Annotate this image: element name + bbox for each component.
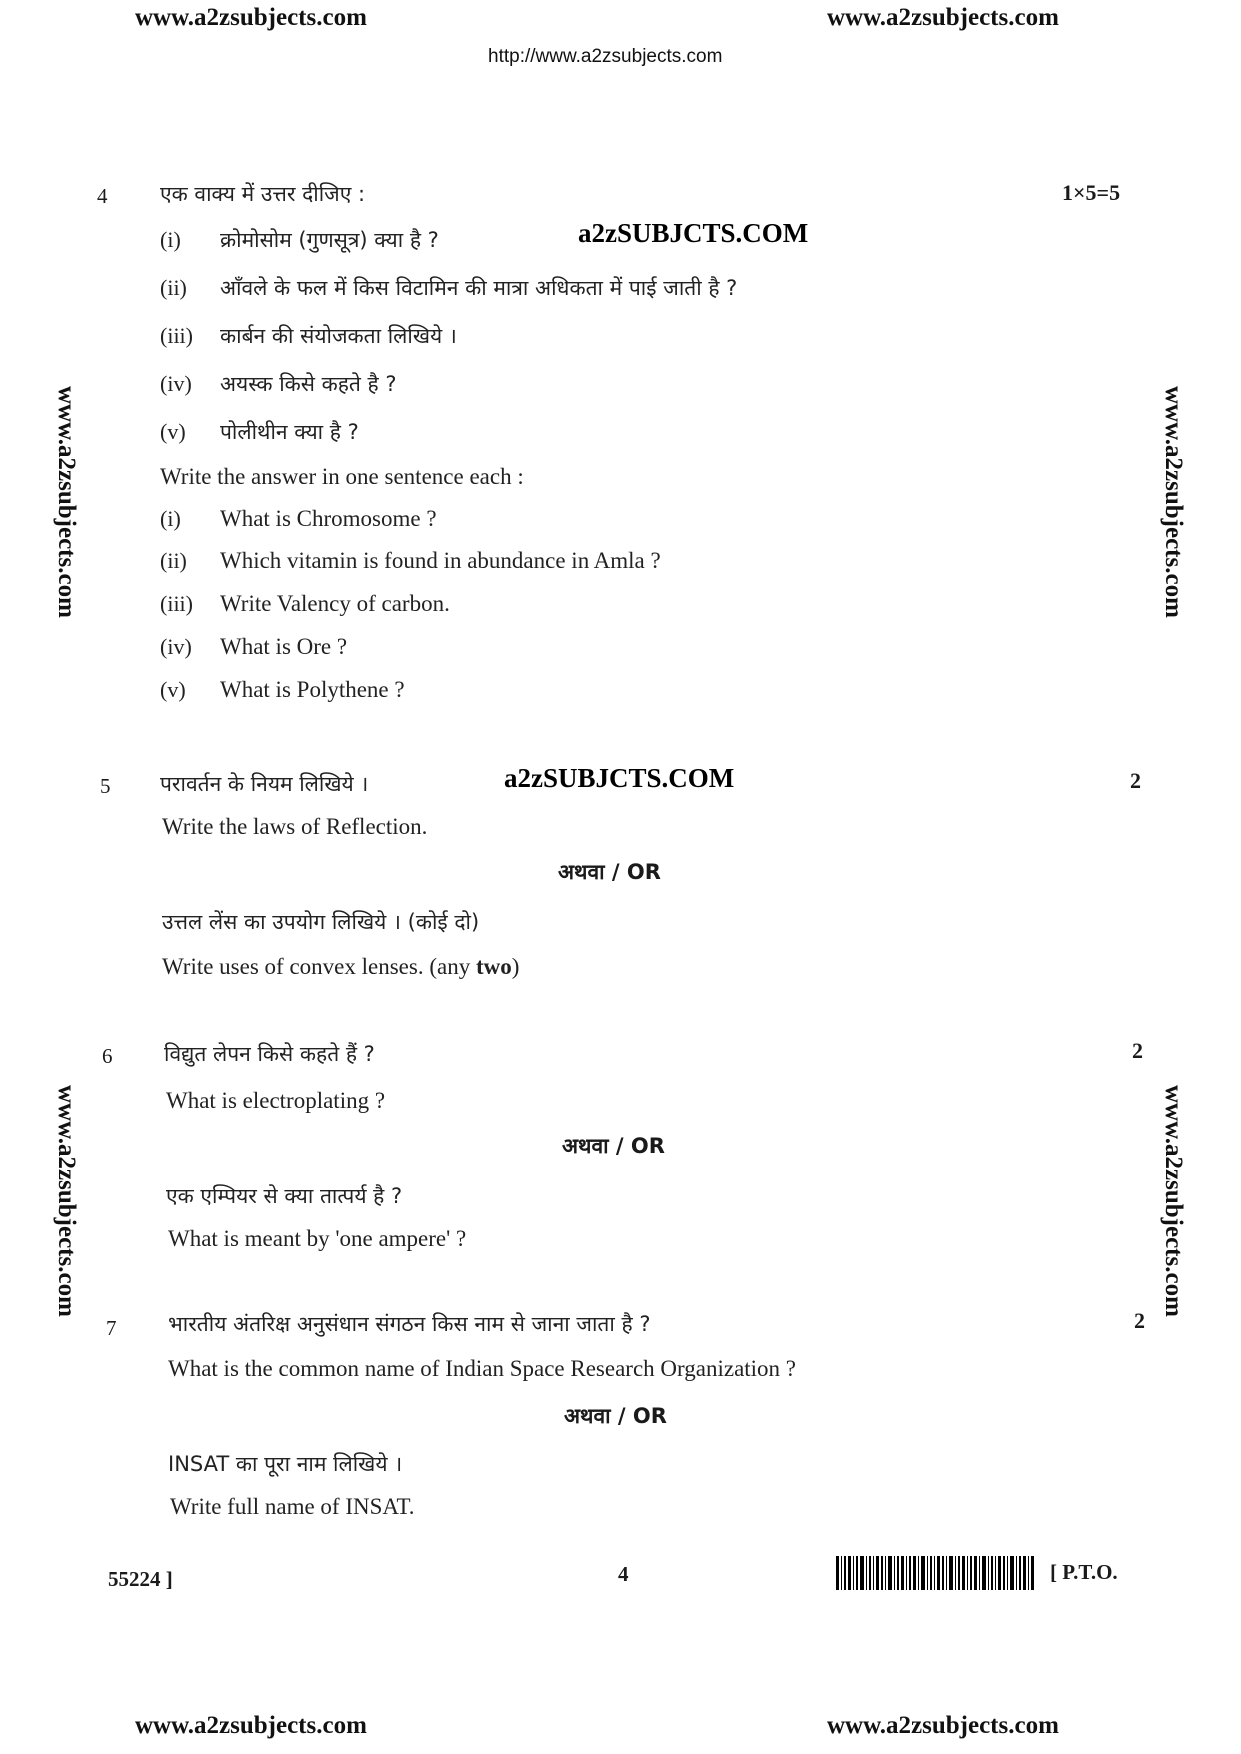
side-watermark-right-bottom: www.a2zsubjects.com (1160, 1085, 1187, 1317)
item-label: (v) (160, 419, 186, 444)
item-text: What is Polythene ? (220, 677, 405, 702)
q4-hindi-item-3 (160, 322, 457, 350)
question-7-marks: 2 (1134, 1308, 1145, 1333)
question-7-hindi: भारतीय अंतरिक्ष अनुसंधान संगठन किस नाम से जाना जाता है ? (168, 1312, 651, 1336)
footer-site-left: www.a2zsubjects.com (135, 1712, 367, 1739)
item-text: Which vitamin is found in abundance in Amla ? (220, 548, 661, 573)
question-7-alt-hindi: INSAT का पूरा नाम लिखिये । (168, 1452, 403, 1476)
question-4-number: 4 (97, 184, 108, 208)
item-text: क्रोमोसोम (गुणसूत्र) क्या है ? (220, 228, 439, 252)
item-text: What is Ore ? (220, 634, 348, 659)
barcode-icon (836, 1556, 1036, 1590)
q4-english-item-5 (160, 677, 405, 703)
item-text: What is Chromosome ? (220, 506, 437, 531)
question-4-hindi-prompt: एक वाक्य में उत्तर दीजिए : (160, 182, 366, 206)
side-watermark-right-top: www.a2zsubjects.com (1160, 386, 1187, 618)
question-5-hindi: परावर्तन के नियम लिखिये । (160, 772, 369, 796)
header-url[interactable]: http://www.a2zsubjects.com (488, 46, 723, 67)
item-label: (ii) (160, 548, 187, 573)
item-label: (iv) (160, 634, 192, 659)
q4-hindi-item-4 (160, 370, 397, 398)
question-6-alt-english: What is meant by 'one ampere' ? (168, 1226, 467, 1251)
alt-english-text: Write uses of convex lenses. (any (162, 954, 476, 979)
question-6-number: 6 (102, 1044, 113, 1068)
page-number: 4 (618, 1562, 629, 1586)
paper-code: 55224 ] (108, 1567, 173, 1591)
pto-label: [ P.T.O. (1050, 1560, 1118, 1584)
question-7-alt-english: Write full name of INSAT. (170, 1494, 415, 1519)
side-watermark-left-top: www.a2zsubjects.com (53, 386, 80, 618)
q4-hindi-item-1 (160, 226, 439, 254)
question-7-or: अथवा / OR (564, 1404, 667, 1428)
question-6-english: What is electroplating ? (166, 1088, 386, 1113)
q4-english-item-1 (160, 506, 437, 532)
item-label: (iii) (160, 323, 193, 348)
alt-english-end: ) (511, 954, 520, 979)
question-5-marks: 2 (1130, 768, 1141, 793)
question-6-marks: 2 (1132, 1038, 1143, 1063)
item-label: (i) (160, 506, 181, 531)
item-label: (v) (160, 677, 186, 702)
question-5-english: Write the laws of Reflection. (162, 814, 428, 839)
q4-english-item-4 (160, 634, 347, 660)
item-text: आँवले के फल में किस विटामिन की मात्रा अधिकता में पाई जाती है ? (220, 276, 738, 300)
q4-hindi-item-2 (160, 274, 737, 302)
item-label: (iv) (160, 371, 192, 396)
item-text: पोलीथीन क्या है ? (220, 420, 359, 444)
question-5-number: 5 (100, 774, 111, 798)
alt-english-bold: two (475, 954, 512, 979)
brand-watermark-q4: a2zSUBJCTS.COM (578, 218, 809, 248)
q4-english-item-3 (160, 591, 450, 617)
question-6-or: अथवा / OR (562, 1134, 665, 1158)
question-4-marks: 1×5=5 (1062, 180, 1121, 205)
question-6-hindi: विद्युत लेपन किसे कहते हैं ? (164, 1042, 375, 1066)
q4-hindi-item-5 (160, 418, 359, 446)
item-label: (iii) (160, 591, 193, 616)
question-7-english: What is the common name of Indian Space Research Organization ? (168, 1356, 797, 1381)
question-5-alt-english (162, 954, 519, 980)
side-watermark-left-bottom: www.a2zsubjects.com (53, 1085, 80, 1317)
question-5-alt-hindi: उत्तल लेंस का उपयोग लिखिये । (कोई दो) (162, 910, 480, 934)
question-6-alt-hindi: एक एम्पियर से क्या तात्पर्य है ? (166, 1184, 403, 1208)
header-site-right: www.a2zsubjects.com (827, 4, 1059, 31)
item-text: अयस्क किसे कहते है ? (220, 372, 397, 396)
q4-english-item-2 (160, 548, 661, 574)
footer-site-right: www.a2zsubjects.com (827, 1712, 1059, 1739)
item-text: कार्बन की संयोजकता लिखिये । (220, 324, 457, 348)
header-site-left: www.a2zsubjects.com (135, 4, 367, 31)
item-label: (ii) (160, 275, 187, 300)
question-5-or: अथवा / OR (558, 860, 661, 884)
question-4-english-prompt: Write the answer in one sentence each : (160, 464, 524, 489)
brand-watermark-q5: a2zSUBJCTS.COM (504, 763, 735, 793)
item-text: Write Valency of carbon. (220, 591, 450, 616)
item-label: (i) (160, 227, 181, 252)
question-7-number: 7 (106, 1316, 117, 1340)
